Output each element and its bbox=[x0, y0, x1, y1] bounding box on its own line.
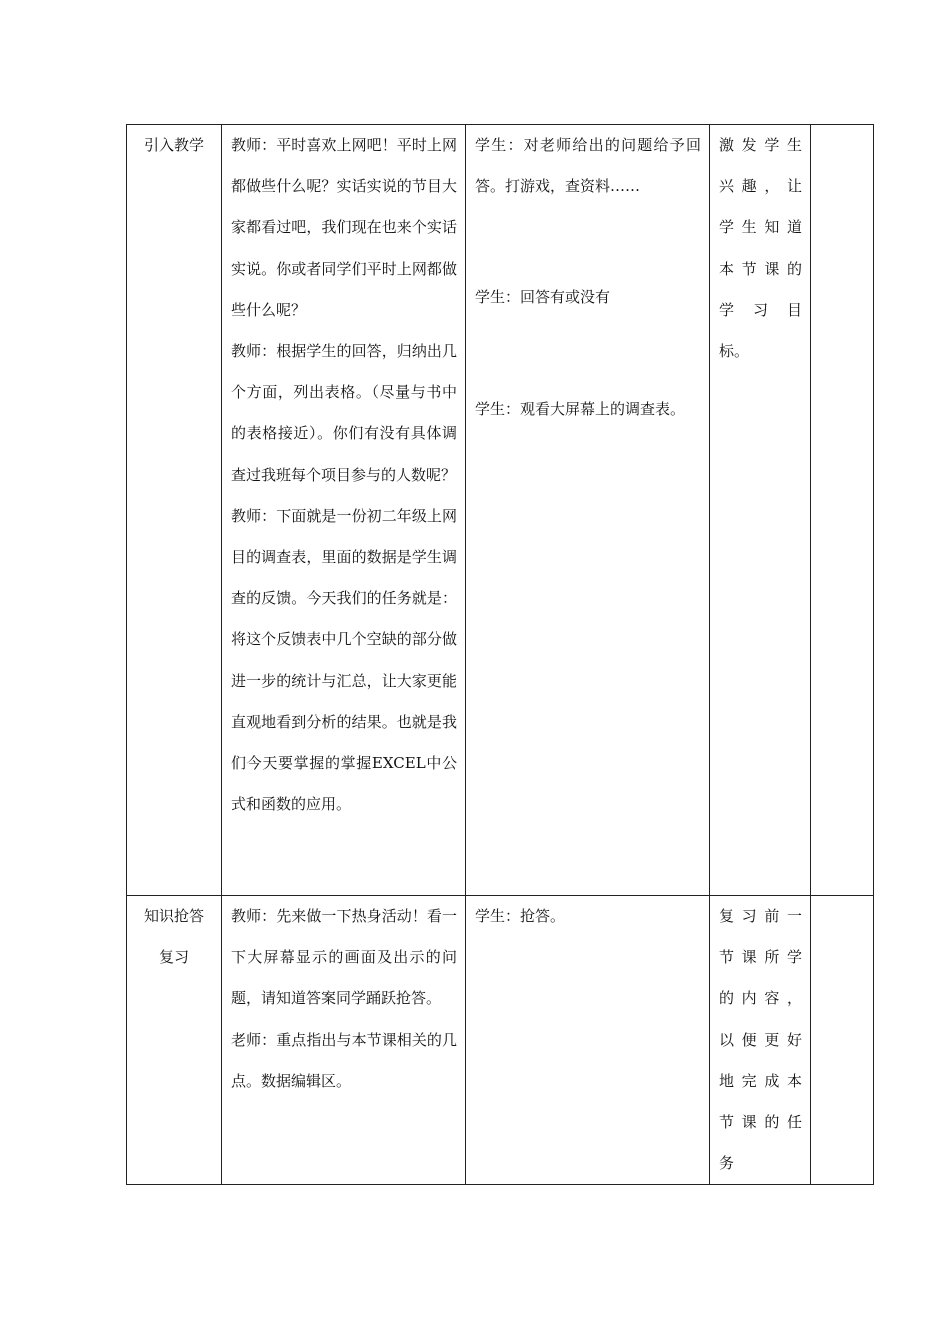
purpose-line: 地完成本 bbox=[719, 1071, 802, 1090]
student-paragraph: 学生：回答有或没有 bbox=[475, 288, 611, 307]
teacher-paragraph: 教师：平时喜欢上网吧！平时上网都做些什么呢？实话实说的节目大家都看过吧，我们现在也来个实话实说。你或者同学们平时上网都做些什么呢？ bbox=[231, 136, 457, 319]
notes-cell bbox=[811, 896, 874, 1185]
purpose-line: 务 bbox=[719, 1154, 735, 1173]
purpose-line: 节课所学 bbox=[719, 948, 802, 967]
purpose-line: 激发学生 bbox=[719, 136, 802, 154]
teacher-activity-cell bbox=[222, 896, 466, 1185]
teacher-paragraph: 教师：先来做一下热身活动！看一下大屏幕显示的画面及出示的问题，请知道答案同学踊跃抢答。 bbox=[231, 907, 457, 1008]
stage-cell bbox=[127, 125, 222, 896]
purpose-line: 的内容， bbox=[719, 989, 802, 1008]
student-activity-cell bbox=[466, 896, 710, 1185]
table-row bbox=[127, 125, 874, 896]
student-paragraph: 学生：观看大屏幕上的调查表。 bbox=[475, 399, 686, 418]
student-paragraph: 学生：抢答。 bbox=[475, 907, 566, 925]
notes-cell bbox=[811, 125, 874, 896]
purpose-line: 本节课的 bbox=[719, 259, 802, 278]
teacher-activity-cell bbox=[222, 125, 466, 896]
student-paragraph: 学生：对老师给出的问题给予回答。打游戏，查资料…… bbox=[475, 136, 701, 196]
purpose-line: 学习目 bbox=[719, 300, 802, 319]
table-row bbox=[127, 896, 874, 1185]
teacher-paragraph: 教师：下面就是一份初二年级上网目的调查表，里面的数据是学生调查的反馈。今天我们的任务就是：将这个反馈表中几个空缺的部分做进一步的统计与汇总，让大家更能直观地看到分析的结果。也就是我们今天要掌握的掌握EXCEL中公式和函数的应用。 bbox=[231, 506, 457, 814]
stage-label: 知识抢答 bbox=[143, 907, 204, 925]
stage-label: 复习 bbox=[158, 948, 189, 966]
teacher-paragraph: 老师：重点指出与本节课相关的几点。数据编辑区。 bbox=[231, 1030, 457, 1090]
purpose-line: 兴趣，让 bbox=[719, 177, 802, 196]
design-purpose-cell bbox=[710, 125, 811, 896]
purpose-line: 学生知道 bbox=[719, 218, 802, 237]
lesson-plan-table bbox=[126, 124, 874, 1185]
stage-cell bbox=[127, 896, 222, 1185]
teacher-paragraph: 教师：根据学生的回答，归纳出几个方面，列出表格。（尽量与书中的表格接近）。你们有没有具体调查过我班每个项目参与的人数呢？ bbox=[231, 342, 457, 484]
purpose-line: 复习前一 bbox=[719, 907, 802, 925]
purpose-line: 节课的任 bbox=[719, 1113, 802, 1132]
design-purpose-cell bbox=[710, 896, 811, 1185]
student-activity-cell bbox=[466, 125, 710, 896]
stage-label: 引入教学 bbox=[143, 136, 204, 154]
purpose-line: 标。 bbox=[719, 342, 750, 361]
purpose-line: 以便更好 bbox=[719, 1030, 802, 1049]
